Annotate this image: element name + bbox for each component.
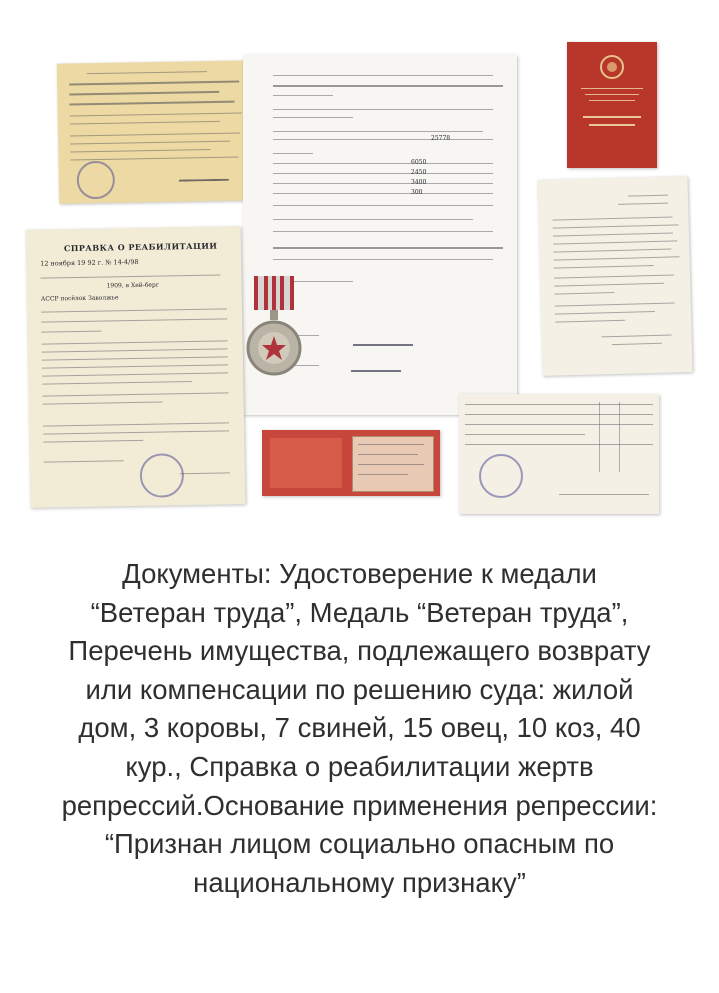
certificate-title: СПРАВКА О РЕАБИЛИТАЦИИ bbox=[63, 240, 218, 254]
certificate-birth: 1909, в Хей-берг bbox=[106, 281, 160, 290]
rehabilitation-certificate bbox=[26, 226, 246, 508]
veteran-of-labour-medal-icon bbox=[244, 274, 304, 384]
aged-document-top-left bbox=[57, 60, 252, 203]
red-booklet-cover bbox=[567, 42, 657, 168]
caption-text: Документы: Удостоверение к медали “Ветеран труда”, Медаль “Ветеран труда”, Перечень имущества, подлежащего возврату или компенсации по решению суда: жилой дом, 3 коровы, 7 свиней, 15 овец, 10 коз, 40 кур., Справка о реабилитации жертв репрессий.Основание применения репрессии: “Признан лицом социально опасным по национальному признаку” bbox=[61, 558, 658, 898]
round-stamp bbox=[479, 454, 523, 498]
handwritten-letter bbox=[537, 176, 692, 376]
round-stamp bbox=[140, 453, 185, 498]
property-total: 25778 bbox=[431, 135, 451, 142]
signature bbox=[179, 169, 229, 182]
signature bbox=[353, 330, 413, 346]
amount-3: 3400 bbox=[411, 179, 427, 186]
round-stamp bbox=[77, 161, 116, 200]
bottom-right-card bbox=[459, 394, 659, 514]
soviet-emblem-icon bbox=[567, 42, 657, 168]
amount-1: 6050 bbox=[411, 159, 427, 166]
certificate-ussr: АССР посёлок Заволжье bbox=[40, 294, 119, 303]
amount-2: 2450 bbox=[411, 169, 427, 176]
veteran-booklet-open bbox=[262, 430, 440, 496]
amount-4: 300 bbox=[411, 189, 423, 196]
signature bbox=[351, 360, 401, 372]
certificate-date: 12 ноября 19 92 г. № 14-4/98 bbox=[40, 257, 139, 268]
